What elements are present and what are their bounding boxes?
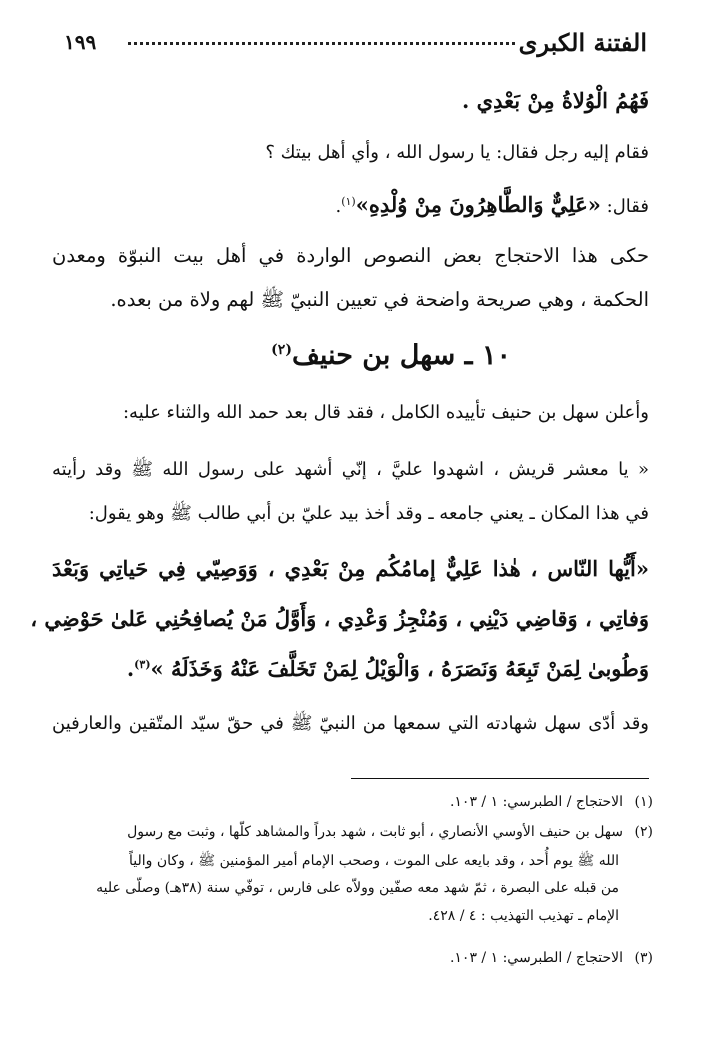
quote-continuation: فَهُمُ الْوُلاةُ مِنْ بَعْدِي . <box>462 88 649 113</box>
footnote-number: (٣) <box>634 950 653 966</box>
paragraph-line: في هذا المكان ـ يعني جامعه ـ وقد أخذ بيد عليّ بن أبي طالب ﷺ وهو يقول: <box>88 503 649 524</box>
answer-prefix: فقال: <box>606 196 649 217</box>
footnote-2 <box>50 824 653 840</box>
footnote-ref-3: (٣) <box>134 658 151 671</box>
footnote-number: (١) <box>634 794 653 810</box>
footnote-ref-1: (١) <box>341 195 356 208</box>
paragraph-line: الحكمة ، وهي صريحة واضحة في تعيين النبيّ ﷺ لهم ولاة من بعده. <box>110 288 649 311</box>
footnote-1 <box>50 794 653 810</box>
answer-quote-text: عَلِيٌّ وَالطَّاهِرُونَ مِنْ وُلْدِهِ <box>368 192 588 217</box>
paragraph-line: « يا معشر قريش ، اشهدوا عليَّ ، إنّي أشهد على رسول الله ﷺ وقد رأيته <box>52 459 649 480</box>
footnote-separator <box>351 778 649 779</box>
running-title: الفتنة الكبرى <box>518 28 647 57</box>
paragraph-line: وقد أدّى سهل شهادته التي سمعها من النبيّ ﷺ في حقّ سيّد المتّقين والعارفين <box>52 713 649 734</box>
quote-line: وَطُوبىٰ لِمَنْ تَبِعَهُ وَنَصَرَهُ ، وَالْوَيْلُ لِمَنْ تَخَلَّفَ عَنْهُ وَخَذَلَهُ »$^{(٣)}$. <box>126 656 649 681</box>
quote-line: وَفاتِي ، وَقاضِي دَيْنِي ، وَمُنْجِزُ وَعْدِي ، وَأَوَّلُ مَنْ يُصافِحُنِي عَلىٰ حَوْضِي ، <box>30 606 649 631</box>
running-header <box>64 24 647 64</box>
footnote-3 <box>50 950 653 966</box>
header-dot-leader <box>128 42 515 45</box>
section-heading-text: ١٠ ـ سهل بن حنيف <box>291 340 511 371</box>
section-heading <box>271 340 511 371</box>
footnote-text: الإمام ـ تهذيب التهذيب : ٤ / ٤٢٨. <box>428 908 619 924</box>
footnote-text: الاحتجاج / الطبرسي: ١ / ١٠٣. <box>449 950 623 966</box>
footnote-text: من قبله على البصرة ، ثمّ شهد معه صفّين وولاّه على فارس ، توفّي سنة (٣٨هـ) وصلّى عليه <box>96 880 619 896</box>
footnote-text: سهل بن حنيف الأوسي الأنصاري ، أبو ثابت ، شهد بدراً والمشاهد كلّها ، وثبت مع رسول <box>127 824 623 840</box>
quote-line: «أَيُّها النّاس ، هٰذا عَلِيٌّ إمامُكُم مِنْ بَعْدِي ، وَوَصِيّي فِي حَياتِي وَبَعْدَ <box>52 556 649 581</box>
footnote-text: الله ﷺ يوم أُحد ، وقد بايعه على الموت ، وصحب الإمام أمير المؤمنين ﷺ ، وكان والياً <box>129 853 619 869</box>
paragraph-answer: فقال: «عَلِيٌّ وَالطَّاهِرُونَ مِنْ وُلْدِهِ»$^{(١)}$. <box>335 192 649 217</box>
paragraph-line: حكى هذا الاحتجاج بعض النصوص الواردة في أهل بيت النبوّة ومعدن <box>52 244 649 267</box>
paragraph-question: فقام إليه رجل فقال: يا رسول الله ، وأي أهل بيتك ؟ <box>265 142 649 163</box>
footnote-number: (٢) <box>634 824 653 840</box>
page-number: ١٩٩ <box>64 30 97 54</box>
paragraph-intro: وأعلن سهل بن حنيف تأييده الكامل ، فقد قال بعد حمد الله والثناء عليه: <box>122 402 649 423</box>
answer-quote: «عَلِيٌّ وَالطَّاهِرُونَ مِنْ وُلْدِهِ» <box>355 192 601 217</box>
footnote-text: الاحتجاج / الطبرسي: ١ / ١٠٣. <box>449 794 623 810</box>
footnote-ref-2: (٢) <box>271 342 292 358</box>
quote-line-text: وَطُوبىٰ لِمَنْ تَبِعَهُ وَنَصَرَهُ ، وَالْوَيْلُ لِمَنْ تَخَلَّفَ عَنْهُ وَخَذَلَهُ » <box>150 656 649 681</box>
